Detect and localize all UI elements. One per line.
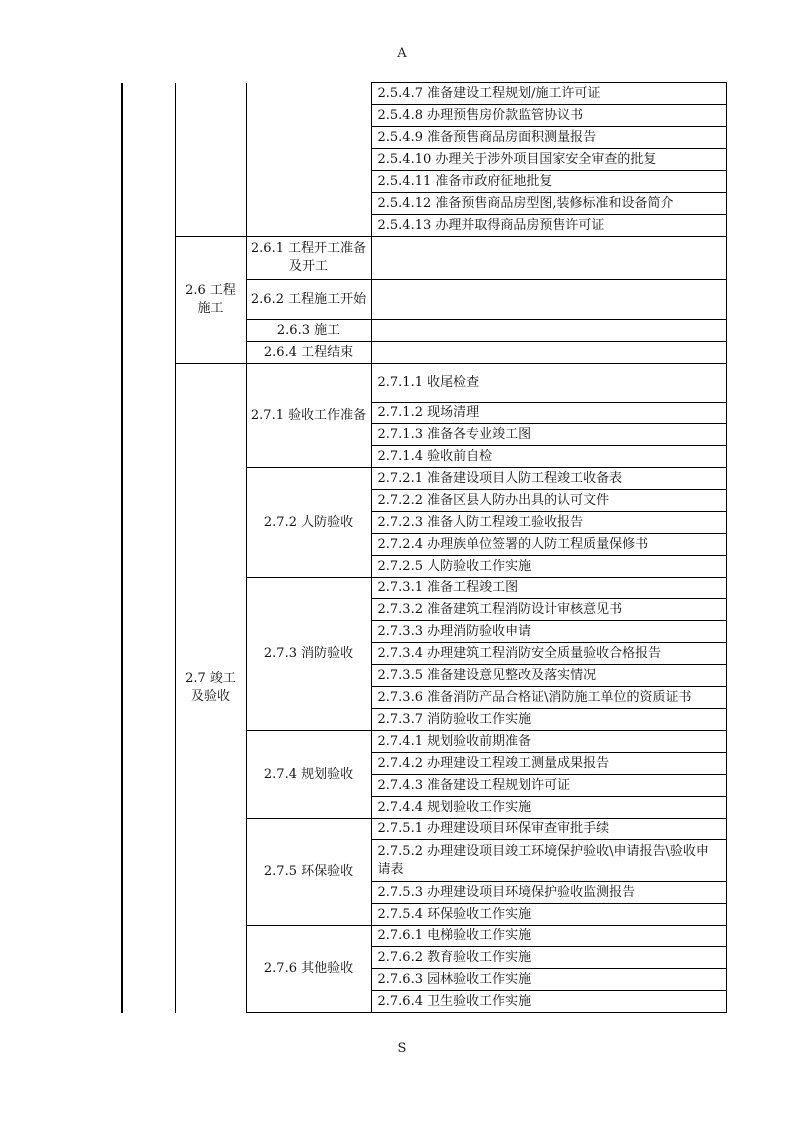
table-row: 2.7.6.1 电梯验收工作实施 xyxy=(371,926,726,947)
table-row: 2.7.4.1 规划验收前期准备 xyxy=(371,731,726,753)
table-row: 2.7.2.5 人防验收工作实施 xyxy=(371,556,726,578)
table-row xyxy=(371,237,726,280)
table-row: 2.5.4.7 准备建设工程规划/施工许可证 xyxy=(371,83,726,105)
section-25-sub-cell xyxy=(246,83,371,237)
section-25-title-cell xyxy=(175,83,246,237)
table-row: 2.7.5.3 办理建设项目环境保护验收监测报告 xyxy=(371,882,726,904)
table-row: 2.5.4.12 准备预售商品房型图,装修标准和设备简介 xyxy=(371,193,726,215)
group-label: 2.7.4 规划验收 xyxy=(246,731,371,819)
table-row: 2.7.4.4 规划验收工作实施 xyxy=(371,797,726,819)
section-27-title: 2.7 竣工及验收 xyxy=(175,364,246,1013)
procedure-table xyxy=(121,82,727,1013)
table-row: 2.7.5.2 办理建设项目竣工环境保护验收\申请报告\验收申请表 xyxy=(371,840,726,882)
table-row: 2.7.2.2 准备区县人防办出具的认可文件 xyxy=(371,490,726,512)
table-row xyxy=(371,342,726,364)
table-row: 2.5.4.13 办理并取得商品房预售许可证 xyxy=(371,215,726,237)
page-header: A xyxy=(397,46,407,61)
table-row: 2.7.4.2 办理建设工程竣工测量成果报告 xyxy=(371,753,726,775)
table-row: 2.7.6.4 卫生验收工作实施 xyxy=(371,991,726,1013)
table-row: 2.7.3.2 准备建筑工程消防设计审核意见书 xyxy=(371,599,726,621)
table-row: 2.7.2.3 准备人防工程竣工验收报告 xyxy=(371,512,726,534)
table-row: 2.5.4.11 准备市政府征地批复 xyxy=(371,171,726,193)
page-footer: S xyxy=(397,1041,407,1056)
table-row: 2.7.1.4 验收前自检 xyxy=(371,446,726,468)
section-26-sub: 2.6.3 施工 xyxy=(246,320,371,342)
table-row: 2.7.6.3 园林验收工作实施 xyxy=(371,969,726,991)
table-row: 2.7.3.6 准备消防产品合格证\消防施工单位的资质证书 xyxy=(371,687,726,709)
section-26-sub: 2.6.1 工程开工准备及开工 xyxy=(246,237,371,280)
table-row: 2.7.2.1 准备建设项目人防工程竣工收备表 xyxy=(371,468,726,490)
table-row xyxy=(371,320,726,342)
table-row: 2.7.1.1 收尾检查 xyxy=(371,364,726,403)
table-row: 2.7.1.3 准备各专业竣工图 xyxy=(371,424,726,446)
table-row: 2.5.4.9 准备预售商品房面积测量报告 xyxy=(371,127,726,149)
group-label: 2.7.5 环保验收 xyxy=(246,819,371,926)
section-26-sub: 2.6.4 工程结束 xyxy=(246,342,371,364)
table-row: 2.7.6.2 教育验收工作实施 xyxy=(371,947,726,969)
section-26-sub: 2.6.2 工程施工开始 xyxy=(246,280,371,320)
table-row: 2.5.4.8 办理预售房价款监管协议书 xyxy=(371,105,726,127)
group-label: 2.7.6 其他验收 xyxy=(246,926,371,1013)
table-row: 2.7.3.5 准备建设意见整改及落实情况 xyxy=(371,665,726,687)
table-row: 2.7.4.3 准备建设工程规划许可证 xyxy=(371,775,726,797)
group-label: 2.7.2 人防验收 xyxy=(246,468,371,578)
table-row xyxy=(371,280,726,320)
table-row: 2.7.5.1 办理建设项目环保审查审批手续 xyxy=(371,819,726,840)
table-row: 2.7.3.4 办理建筑工程消防安全质量验收合格报告 xyxy=(371,643,726,665)
table-row: 2.7.3.1 准备工程竣工图 xyxy=(371,578,726,599)
table-row: 2.7.2.4 办理族单位签署的人防工程质量保修书 xyxy=(371,534,726,556)
group-label: 2.7.1 验收工作准备 xyxy=(246,364,371,468)
table-row: 2.5.4.10 办理关于涉外项目国家安全审查的批复 xyxy=(371,149,726,171)
table-row: 2.7.3.7 消防验收工作实施 xyxy=(371,709,726,731)
table-row: 2.7.1.2 现场清理 xyxy=(371,403,726,424)
table-row: 2.7.5.4 环保验收工作实施 xyxy=(371,904,726,926)
outer-column xyxy=(122,83,175,1013)
section-26-title: 2.6 工程施工 xyxy=(175,237,246,364)
table-row: 2.7.3.3 办理消防验收申请 xyxy=(371,621,726,643)
group-label: 2.7.3 消防验收 xyxy=(246,578,371,731)
